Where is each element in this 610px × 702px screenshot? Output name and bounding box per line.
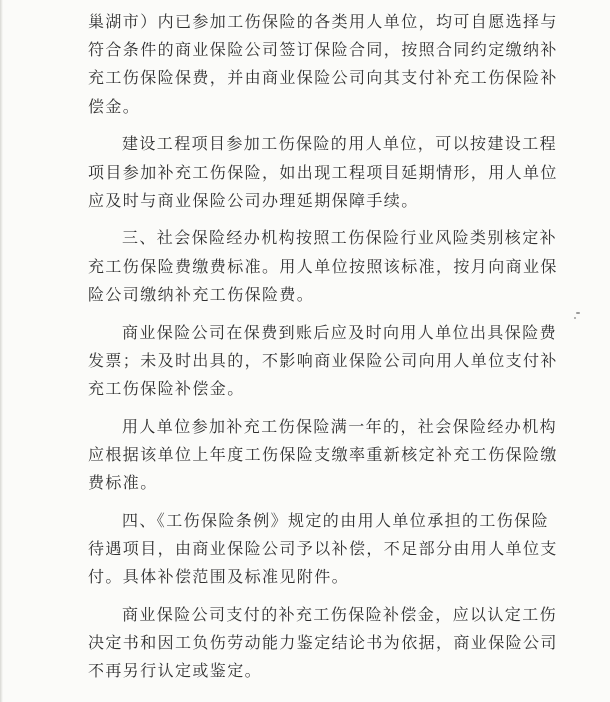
paragraph bbox=[88, 224, 558, 309]
document-body bbox=[88, 8, 558, 695]
scan-speck bbox=[574, 317, 576, 319]
text-line: 三、社会保险经办机构按照工伤保险行业风险类别核定补 bbox=[122, 228, 558, 248]
text-line: 发票；未及时出具的，不影响商业保险公司向用人单位支付补 bbox=[88, 350, 558, 370]
text-line: 巢湖市）内已参加工伤保险的各类用人单位，均可自愿选择与 bbox=[88, 12, 558, 31]
scan-speck bbox=[576, 312, 580, 314]
text-line: 充工伤保险补偿金。 bbox=[88, 378, 245, 398]
text-line: 项目参加补充工伤保险，如出现工程项目延期情形，用人单位 bbox=[88, 162, 558, 182]
text-line: 四、《工伤保险条例》规定的由用人单位承担的工伤保险 bbox=[122, 510, 550, 530]
text-line: 应根据该单位上年度工伤保险支缴率重新核定补充工伤保险缴 bbox=[88, 444, 558, 464]
text-line: 费标准。 bbox=[88, 473, 158, 493]
page-edge-shadow bbox=[0, 0, 3, 702]
paragraph bbox=[88, 130, 558, 215]
text-line: 用人单位参加补充工伤保险满一年的，社会保险经办机构 bbox=[122, 416, 558, 436]
text-line: 建设工程项目参加工伤保险的用人单位，可以按建设工程 bbox=[122, 134, 558, 154]
text-line: 不再另行认定或鉴定。 bbox=[88, 661, 263, 681]
paragraph bbox=[88, 8, 558, 121]
text-line: 商业保险公司在保费到账后应及时向用人单位出具保险费 bbox=[122, 322, 558, 342]
paragraph bbox=[88, 319, 558, 404]
text-line: 偿金。 bbox=[88, 96, 141, 116]
text-line: 商业保险公司支付的补充工伤保险补偿金，应以认定工伤 bbox=[122, 604, 558, 624]
paragraph bbox=[88, 413, 558, 498]
text-line: 充工伤保险费缴费标准。用人单位按照该标准，按月向商业保 bbox=[88, 256, 558, 276]
text-line: 决定书和因工负伤劳动能力鉴定结论书为依据，商业保险公司 bbox=[88, 633, 558, 653]
text-line: 付。具体补偿范围及标准见附件。 bbox=[88, 567, 350, 587]
paragraph bbox=[88, 601, 558, 686]
text-line: 符合条件的商业保险公司签订保险合同，按照合同约定缴纳补 bbox=[88, 40, 558, 60]
text-line: 应及时与商业保险公司办理延期保障手续。 bbox=[88, 190, 419, 210]
text-line: 险公司缴纳补充工伤保险费。 bbox=[88, 284, 315, 304]
paragraph bbox=[88, 507, 558, 592]
text-line: 待遇项目，由商业保险公司予以补偿，不足部分由用人单位支 bbox=[88, 538, 558, 558]
text-line: 充工伤保险保费，并由商业保险公司向其支付补充工伤保险补 bbox=[88, 68, 558, 88]
